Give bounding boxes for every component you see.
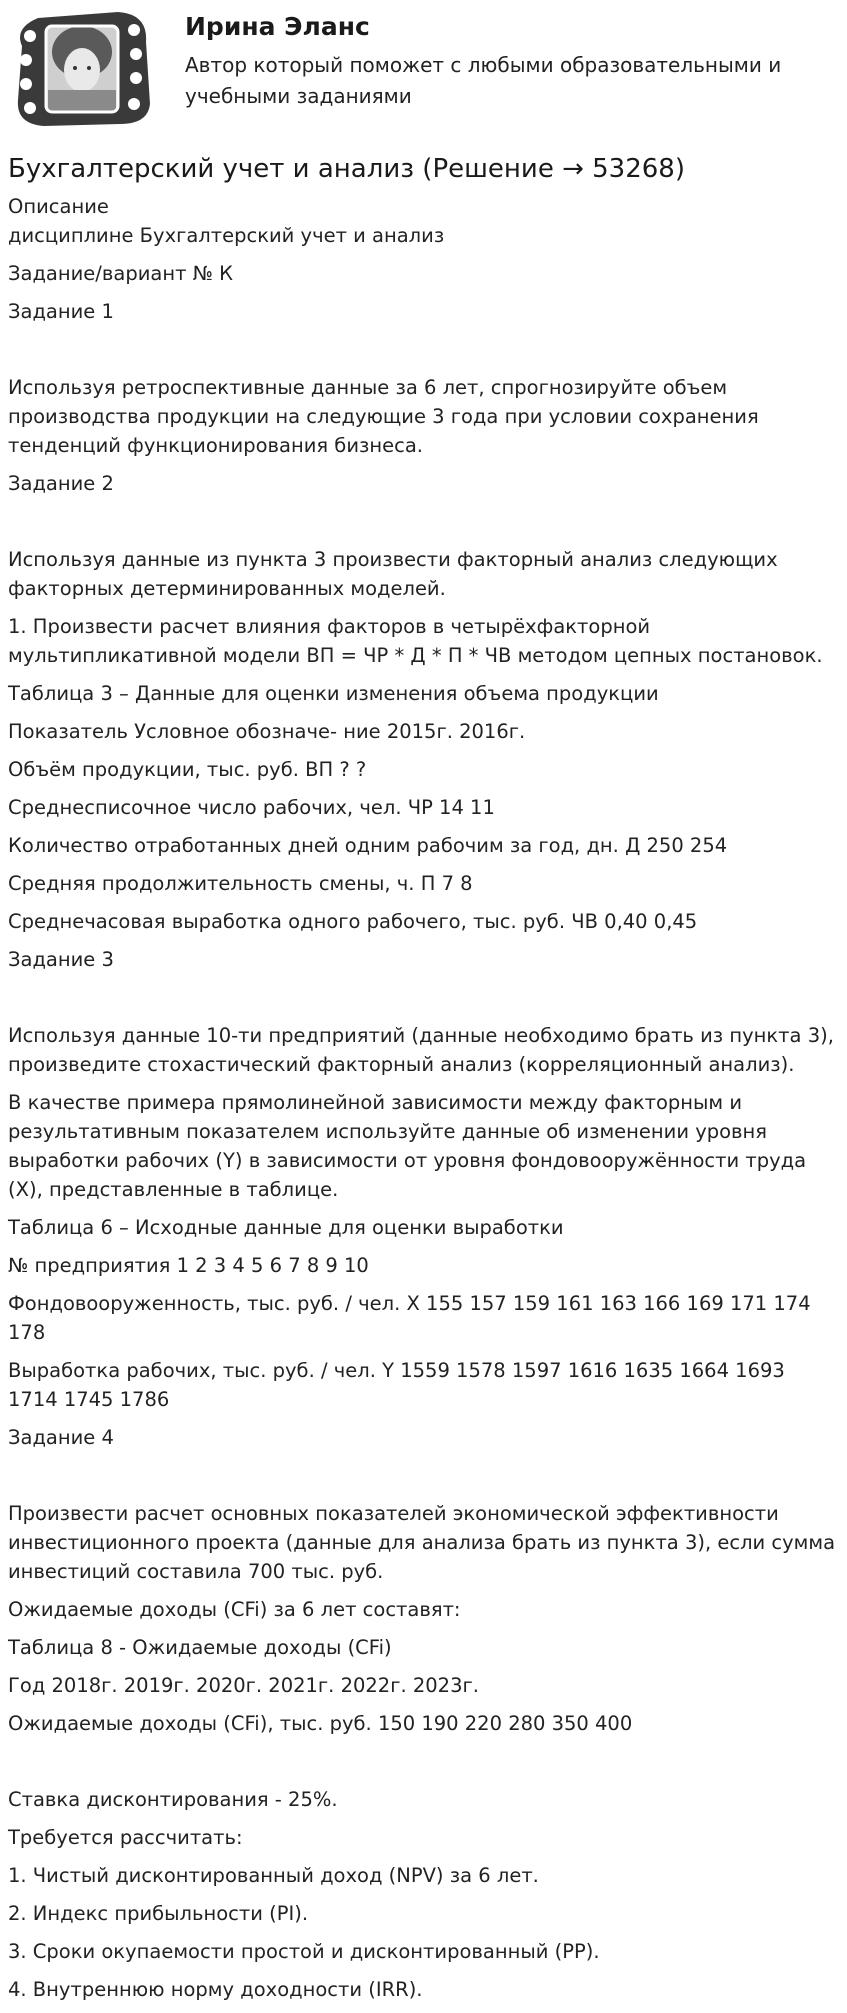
task1-heading: Задание 1 xyxy=(8,300,114,323)
task3-example: В качестве примера прямолинейной зависимости между факторным и результативным показателем используйте данные об изменении уровня выработки рабочих (Y) в зависимости от уровня фондовооружённости труда (X), представленные в таблице. xyxy=(8,1091,807,1201)
table6-row: Выработка рабочих, тыс. руб. / чел. Y 1559 1578 1597 1616 1635 1664 1693 1714 1745 1786 xyxy=(8,1359,785,1411)
table8-row: Год 2018г. 2019г. 2020г. 2021г. 2022г. 2023г. xyxy=(8,1674,479,1697)
table6-row: № предприятия 1 2 3 4 5 6 7 8 9 10 xyxy=(8,1254,369,1277)
author-description: Автор который поможет с любыми образовательными и учебными заданиями xyxy=(185,53,782,108)
table3-row: Количество отработанных дней одним рабочим за год, дн. Д 250 254 xyxy=(8,834,728,857)
task3-intro: Используя данные 10-ти предприятий (данные необходимо брать из пункта 3), произведите стохастический факторный анализ (корреляционный анализ). xyxy=(8,1024,834,1076)
description-label: Описание xyxy=(8,195,109,218)
author-name[interactable]: Ирина Эланс xyxy=(185,12,370,41)
discount-rate: Ставка дисконтирования - 25%. xyxy=(8,1788,338,1811)
table3-row: Среднечасовая выработка одного рабочего, тыс. руб. ЧВ 0,40 0,45 xyxy=(8,910,698,933)
spacer xyxy=(8,507,840,545)
task1-text: Используя ретроспективные данные за 6 лет, спрогнозируйте объем производства продукции на следующие 3 года при условии сохранения тенденций функционирования бизнеса. xyxy=(8,376,759,457)
document-content xyxy=(8,140,840,2013)
table6-row: Фондовооруженность, тыс. руб. / чел. X 155 157 159 161 163 166 169 171 174 178 xyxy=(8,1292,811,1344)
table8-title: Таблица 8 - Ожидаемые доходы (CFi) xyxy=(8,1636,392,1659)
variant-line: Задание/вариант № К xyxy=(8,262,233,285)
task2-item1: 1. Произвести расчет влияния факторов в четырёхфакторной мультипликативной модели ВП = ЧР * Д * П * ЧВ методом цепных постановок. xyxy=(8,615,823,667)
table3-row: Средняя продолжительность смены, ч. П 7 8 xyxy=(8,872,473,895)
task2-intro: Используя данные из пункта 3 произвести факторный анализ следующих факторных детерминированных моделей. xyxy=(8,548,778,600)
discipline-line: дисциплине Бухгалтерский учет и анализ xyxy=(8,224,445,247)
task2-heading: Задание 2 xyxy=(8,472,114,495)
required-item: 3. Сроки окупаемости простой и дисконтированный (PP). xyxy=(8,1940,600,1963)
required-label: Требуется рассчитать: xyxy=(8,1826,243,1849)
table3-title: Таблица 3 – Данные для оценки изменения объема продукции xyxy=(8,682,659,705)
spacer xyxy=(8,335,840,373)
required-item: 4. Внутреннюю норму доходности (IRR). xyxy=(8,1978,423,2001)
spacer xyxy=(8,1461,840,1499)
required-item: 1. Чистый дисконтированный доход (NPV) за 6 лет. xyxy=(8,1864,539,1887)
author-avatar[interactable] xyxy=(8,8,154,128)
task4-heading: Задание 4 xyxy=(8,1426,114,1449)
author-header xyxy=(0,0,847,140)
table3-row: Объём продукции, тыс. руб. ВП ? ? xyxy=(8,758,367,781)
required-item: 2. Индекс прибыльности (PI). xyxy=(8,1902,309,1925)
spacer xyxy=(8,983,840,1021)
task4-intro: Произвести расчет основных показателей экономической эффективности инвестиционного проекта (данные для анализа брать из пункта 3), если сумма инвестиций составила 700 тыс. руб. xyxy=(8,1502,836,1583)
table3-row: Среднесписочное число рабочих, чел. ЧР 14 11 xyxy=(8,796,495,819)
table8-row: Ожидаемые доходы (CFi), тыс. руб. 150 190 220 280 350 400 xyxy=(8,1712,633,1735)
table3-row: Показатель Условное обозначе- ние 2015г. 2016г. xyxy=(8,720,526,743)
task3-heading: Задание 3 xyxy=(8,948,114,971)
table6-title: Таблица 6 – Исходные данные для оценки выработки xyxy=(8,1216,564,1239)
document-title: Бухгалтерский учет и анализ (Решение → 53268) xyxy=(8,154,685,184)
spacer xyxy=(8,1747,840,1785)
task4-expected: Ожидаемые доходы (CFi) за 6 лет составят: xyxy=(8,1598,461,1621)
